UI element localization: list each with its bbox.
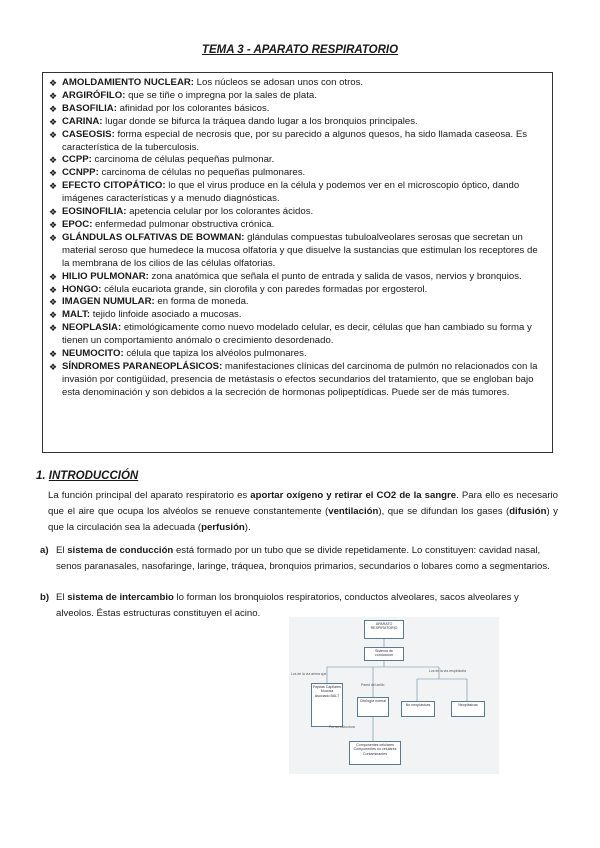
glossary-definition: célula que tapiza los alvéolos pulmonares. <box>123 348 307 360</box>
diamond-bullet-icon: ❖ <box>49 129 58 140</box>
para-text: La función principal del aparato respiratorio es <box>48 490 251 501</box>
diamond-bullet-icon: ❖ <box>49 323 58 334</box>
diagram-node-left: Papilas Capilares Mucosa Asociado BALT <box>311 683 343 727</box>
glossary-item <box>49 348 546 361</box>
glossary-definition: carcinoma de células no pequeñas pulmonares. <box>98 167 306 179</box>
para-text: ) y que la circulación sea la adecuada ( <box>48 505 558 533</box>
glossary-item <box>49 154 546 167</box>
glossary-term: CCNPP: <box>62 167 99 179</box>
glossary-definition: carcinoma de células pequeñas pulmonar. <box>91 154 275 166</box>
glossary-item <box>49 77 546 90</box>
list-letter: a) <box>40 545 49 556</box>
glossary-term: HONGO: <box>62 283 102 295</box>
glossary-definition: manifestaciones clínicas del carcinoma de pulmón no relacionados con la invasión por contigüidad, presencia de metástasis o efectos secundarios del tratamiento, que se engloban bajo esta denominación y son debidos a la secreción de hormonas polipeptídicas. Puede ser de más tumores. <box>62 360 538 398</box>
concept-diagram <box>289 617 499 774</box>
para-bold: ventilación <box>328 505 379 517</box>
diamond-bullet-icon: ❖ <box>49 232 58 243</box>
glossary-box <box>42 72 553 453</box>
diagram-node-bottom: Componentes celulares Componentes no celulares Contaminantes <box>349 741 401 765</box>
list-post: está formado por un tubo que se divide repetidamente. Lo constituyen: cavidad nasal, senos paranasales, nasofaringe, laringe, tráquea, bronquios primarios, secundarios o lobares como a segmentarios. <box>56 545 550 572</box>
glossary-item <box>49 361 546 400</box>
glossary-term: EPOC: <box>62 218 93 230</box>
glossary-term: EFECTO CITOPÁTICO: <box>62 180 166 192</box>
para-text: ). <box>244 521 251 533</box>
diamond-bullet-icon: ❖ <box>49 310 58 321</box>
diagram-node-mid: Sistema de conducción <box>364 647 404 661</box>
diagram-node-right-2: Neoplásicas <box>451 701 485 717</box>
glossary-definition: etimológicamente como nuevo modelado celular, es decir, células que han cambiado su forma y tienen un comportamiento anómalo o crecimiento desordenado. <box>62 322 532 347</box>
list-item-a <box>40 543 558 575</box>
glossary-term: CCPP: <box>62 154 92 166</box>
glossary-definition: afinidad por los colorantes básicos. <box>116 102 270 114</box>
list-pre: El <box>56 592 68 603</box>
diamond-bullet-icon: ❖ <box>49 349 58 360</box>
section-title-text: INTRODUCCIÓN <box>48 470 139 482</box>
glossary-item <box>49 167 546 180</box>
glossary-term: EOSINOFILIA: <box>62 206 127 218</box>
glossary-item <box>49 284 546 297</box>
glossary-term: HILIO PULMONAR: <box>62 270 149 282</box>
diamond-bullet-icon: ❖ <box>49 103 58 114</box>
section-number: 1. <box>36 470 46 482</box>
diamond-bullet-icon: ❖ <box>49 181 58 192</box>
glossary-term: SÍNDROMES PARANEOPLÁSICOS: <box>62 360 223 372</box>
diamond-bullet-icon: ❖ <box>49 90 58 101</box>
list-bold: sistema de intercambio <box>67 592 174 603</box>
diamond-bullet-icon: ❖ <box>49 207 58 218</box>
diamond-bullet-icon: ❖ <box>49 78 58 88</box>
glossary-item <box>49 103 546 116</box>
glossary-definition: lugar donde se bifurca la tráquea dando lugar a los bronquios principales. <box>102 115 418 127</box>
glossary-item <box>49 129 546 155</box>
glossary-definition: que se tiñe o impregna por la sales de plata. <box>125 89 317 101</box>
list-text <box>56 543 558 575</box>
diagram-label-center: Pared del anillo <box>361 683 385 687</box>
diamond-bullet-icon: ❖ <box>49 168 58 179</box>
para-bold: difusión <box>509 505 547 517</box>
glossary-term: ARGIRÓFILO: <box>62 89 126 101</box>
glossary-definition: célula eucariota grande, sin clorofila y con paredes formadas por ergosterol. <box>101 283 428 295</box>
glossary-definition: en forma de moneda. <box>154 296 249 308</box>
diamond-bullet-icon: ❖ <box>49 219 58 230</box>
glossary-term: NEOPLASIA: <box>62 322 122 334</box>
diamond-bullet-icon: ❖ <box>49 284 58 295</box>
list-bold: sistema de conducción <box>67 545 174 556</box>
glossary-term: MALT: <box>62 309 91 321</box>
para-bold: aportar oxígeno y retirar el CO2 de la sangre <box>250 490 457 501</box>
glossary-item <box>49 219 546 232</box>
page-title: TEMA 3 - APARATO RESPIRATORIO <box>201 44 399 56</box>
glossary-term: GLÁNDULAS OLFATIVAS DE BOWMAN: <box>62 231 245 243</box>
list-pre: El <box>56 545 68 556</box>
diagram-label-left: Los de la vía aérea que <box>291 672 327 676</box>
intro-paragraph <box>48 488 558 535</box>
glossary-definition: tejido linfoide asociado a mucosas. <box>90 309 242 321</box>
glossary-definition: Los núcleos se adosan unos con otros. <box>194 77 364 88</box>
diamond-bullet-icon: ❖ <box>49 271 58 282</box>
para-text: ), que se difundan los gases ( <box>378 505 510 517</box>
glossary-item <box>49 322 546 348</box>
diagram-node-center: Citología normal <box>357 697 389 717</box>
glossary-item <box>49 309 546 322</box>
diagram-node-right-1: No neoplásicas <box>401 701 435 717</box>
para-bold: perfusión <box>201 521 245 533</box>
glossary-term: BASOFILIA: <box>62 102 117 114</box>
diamond-bullet-icon: ❖ <box>49 116 58 127</box>
diagram-label-bottom: Por su estructura <box>329 725 355 729</box>
para-text: . Para ello es necesario que el aire que ocupa los alvéolos se renueve constantemente ( <box>48 490 558 517</box>
glossary-item <box>49 232 546 271</box>
glossary-item <box>49 296 546 309</box>
glossary-item <box>49 116 546 129</box>
glossary-definition: glándulas compuestas tubuloalveolares serosas que secretan un material seroso que humedece la mucosa olfatoria y que disuelve la sustancias que estimulan los receptores de la membrana de los cilios de las células olfatorias. <box>62 231 538 269</box>
glossary-definition: zona anatómica que señala el punto de entrada y salida de vasos, nervios y bronquios. <box>148 270 522 282</box>
glossary-term: AMOLDAMIENTO NUCLEAR: <box>62 77 194 88</box>
glossary-item <box>49 180 546 206</box>
glossary-definition: apetencia celular por los colorantes ácidos. <box>126 206 314 218</box>
diamond-bullet-icon: ❖ <box>49 297 58 308</box>
diagram-label-right: Los de la vía respiratoria <box>429 669 467 673</box>
glossary-item <box>49 90 546 103</box>
glossary-term: NEUMOCITO: <box>62 348 124 360</box>
list-letter: b) <box>40 592 50 603</box>
section-heading <box>36 470 138 482</box>
glossary-term: IMAGEN NUMULAR: <box>62 296 155 308</box>
diamond-bullet-icon: ❖ <box>49 155 58 166</box>
glossary-item <box>49 206 546 219</box>
glossary-item <box>49 271 546 284</box>
glossary-definition: forma especial de necrosis que, por su parecido a algunos quesos, ha sido llamada caseosa. Es característica de la tuberculosis. <box>62 128 528 153</box>
glossary-term: CASEOSIS: <box>62 128 115 140</box>
glossary-definition: lo que el virus produce en la célula y podemos ver en el microscopio óptico, dando imágenes características y a menudo diagnósticas. <box>62 180 520 205</box>
diamond-bullet-icon: ❖ <box>49 361 58 372</box>
glossary-term: CARINA: <box>62 115 103 127</box>
glossary-definition: enfermedad pulmonar obstructiva crónica. <box>92 218 275 230</box>
diagram-node-top: APARATO RESPIRATORIO <box>364 620 404 639</box>
list-post: lo forman los bronquiolos respiratorios, conductos alveolares, sacos alveolares y alveolos. Éstas estructuras constituyen el acino. <box>56 592 519 619</box>
